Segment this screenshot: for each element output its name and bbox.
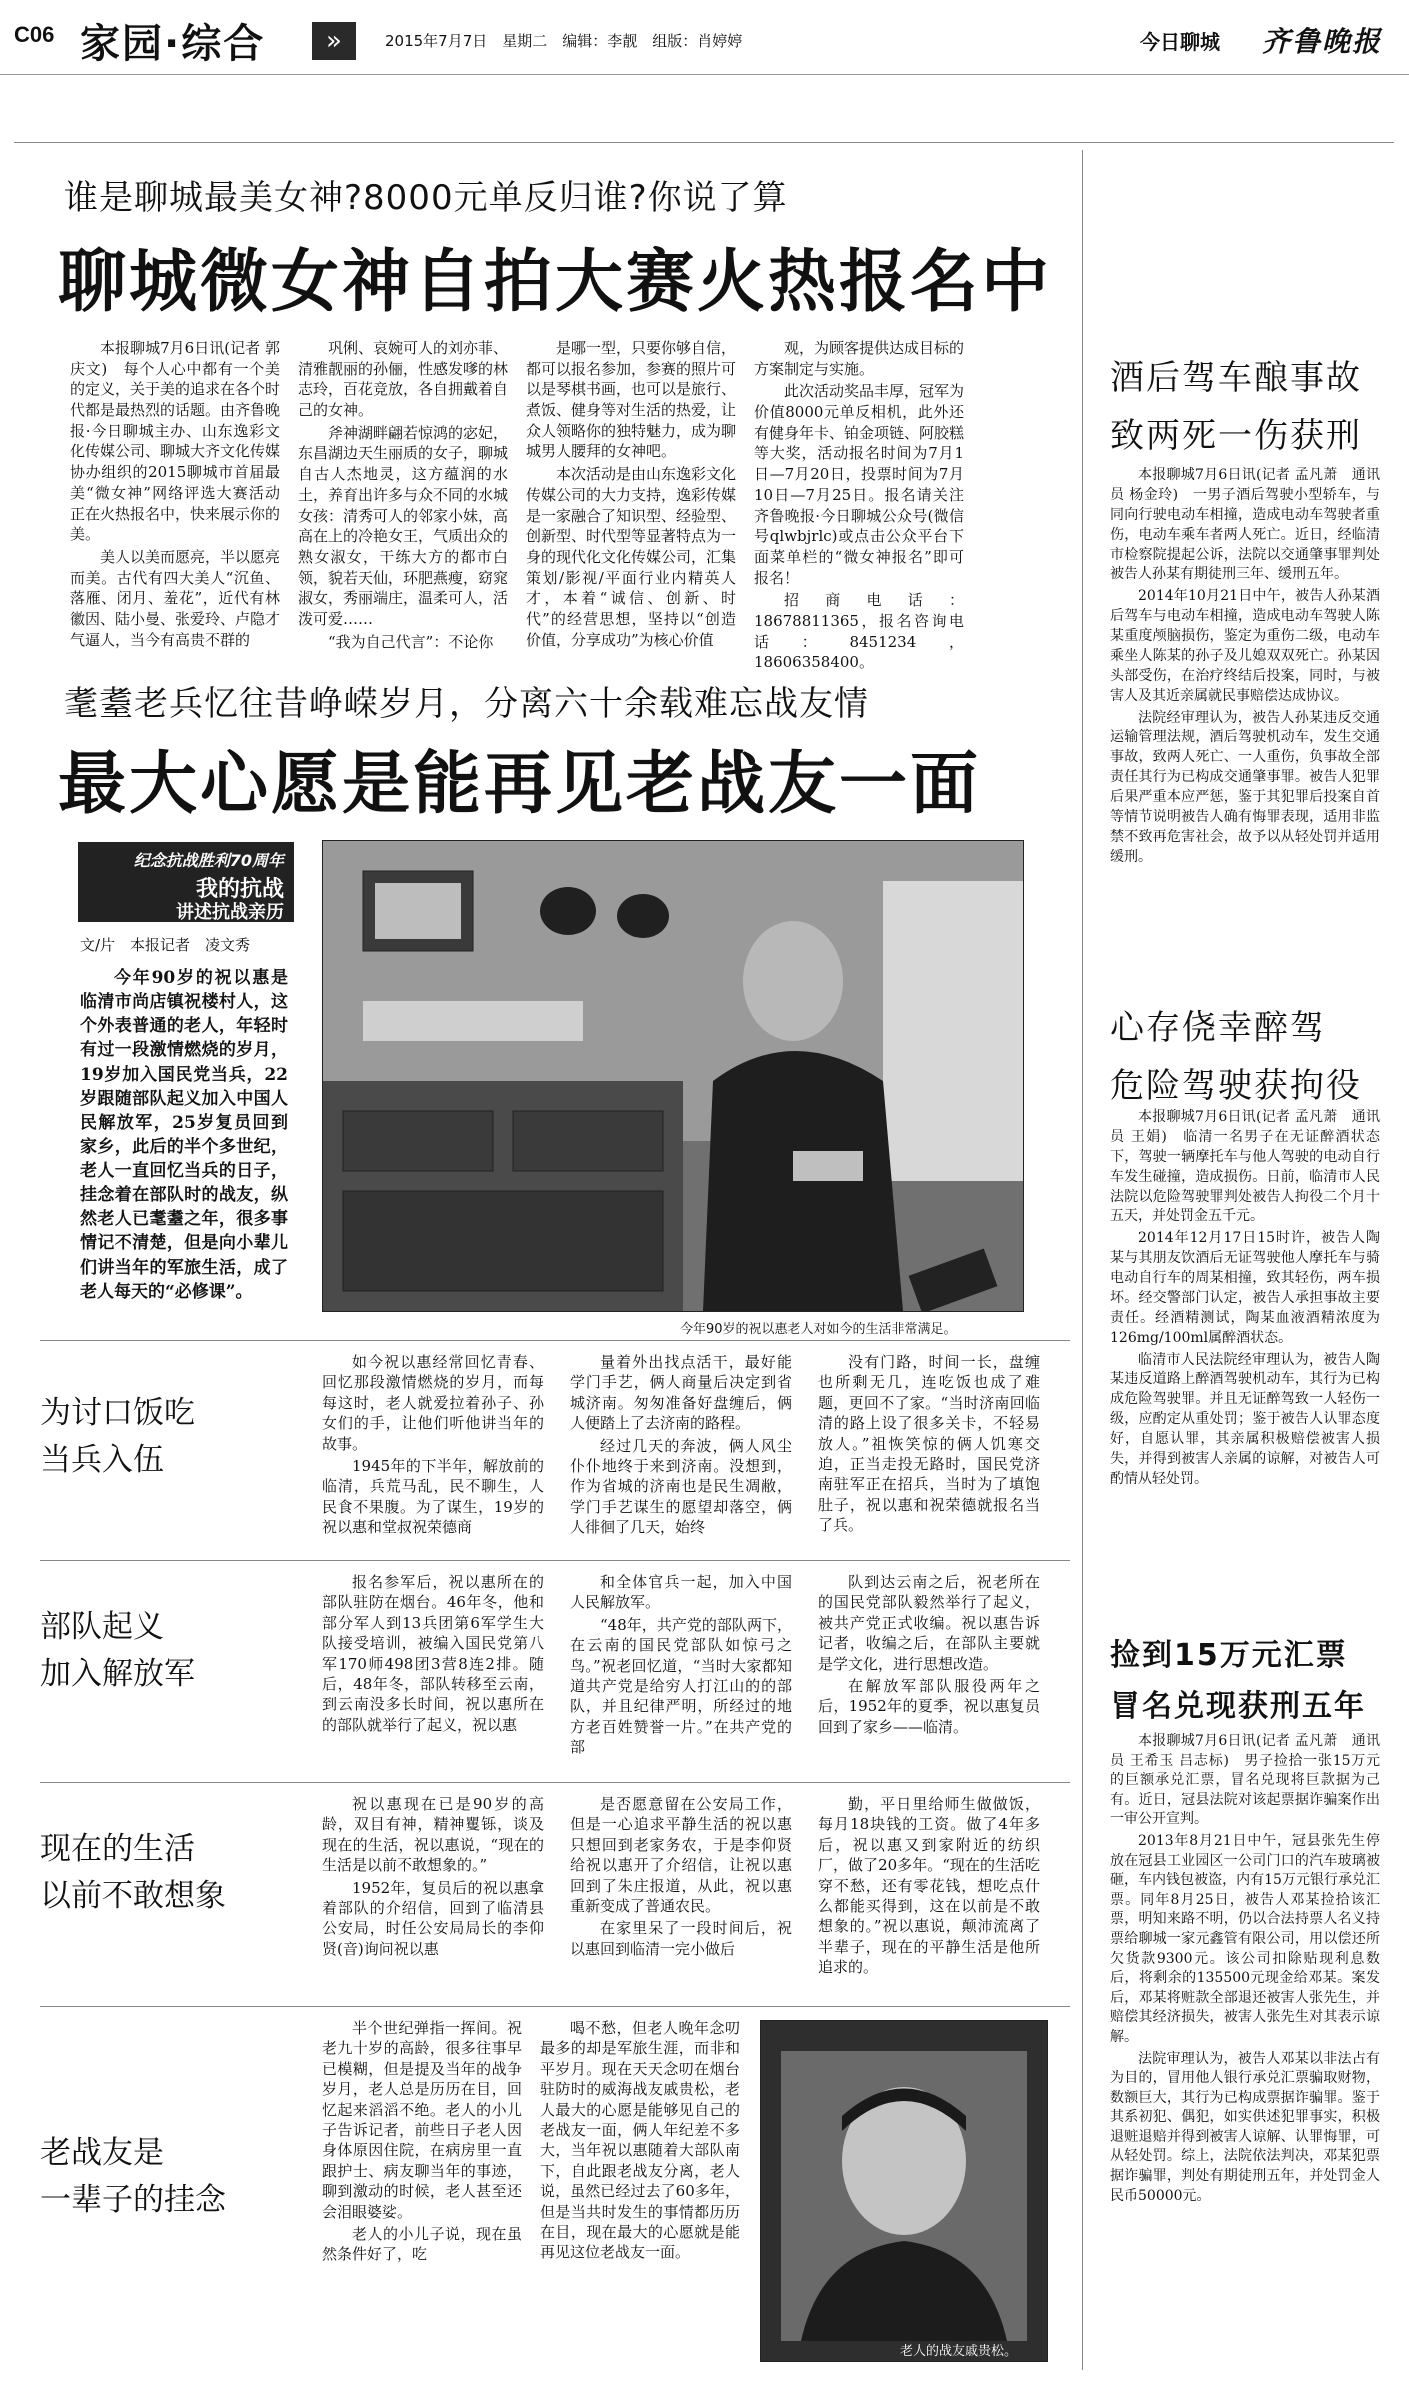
subhead-3 (40, 1826, 280, 1919)
byline: 文/片 本报记者 凌文秀 (80, 936, 251, 954)
paragraph: 队到达云南之后，祝老所在的国民党部队毅然举行了起义，被共产党正式收编。祝以惠告诉记者，收编之后，在部队主要就是学文化，进行思想改造。 (818, 1573, 1040, 1673)
s2-column-3 (818, 1572, 1040, 1739)
paragraph: 和全体官兵一起，加入中国人民解放军。 (570, 1573, 792, 1612)
subhead-line: 以前不敢想象 (40, 1877, 226, 1914)
paragraph: 此次活动奖品丰厚，冠军为价值8000元单反相机，此外还有健身年卡、铂金项链、阿胶糕等大奖，活动报名时间为7月1日—7月20日，投票时间为7月10日—7月25日。报名请关注齐鲁晚报·今日聊城公众号(微信号qlwbjrlc)或点击公众平台下面菜单栏的“微女神报名”即可报名！ (754, 382, 965, 587)
subhead-1 (40, 1390, 280, 1483)
paragraph: 斧神湖畔翩若惊鸿的宓妃，东昌湖边天生丽质的女子，聊城自古人杰地灵，这方蕴润的水土，养育出许多与众不同的水城女孩：清秀可人的邻家小妹，高高在上的冷艳女王，气质出众的熟女淑女，干练大方的都市白领，貌若天仙，环肥燕瘦，窈窕淑女，秀丽端庄，温柔可人，活泼可爱…… (298, 423, 509, 628)
subhead-line: 加入解放军 (40, 1655, 195, 1692)
headline-line: 致两死一伤获刑 (1110, 415, 1362, 456)
paragraph: 老人的小儿子说，现在虽然条件好了，吃 (322, 2224, 522, 2264)
article1-column-3 (526, 338, 736, 652)
s3-column-2 (570, 1794, 792, 1961)
s1-column-3 (818, 1352, 1040, 1538)
s2-column-2 (570, 1572, 792, 1760)
edition-label: 今日聊城 (1140, 30, 1220, 54)
paragraph: 在家里呆了一段时间后，祝以惠回到临清一完小做后 (570, 1919, 792, 1958)
article1-headline: 聊城微女神自拍大赛火热报名中 (58, 243, 1053, 322)
article1-column-1 (70, 338, 280, 652)
paragraph: 半个世纪弹指一挥间。祝老九十岁的高龄，很多往事早已模糊，但是提及当年的战争岁月，老人总是历历在目，回忆起来滔滔不绝。老人的小儿子告诉记者，前些日子老人因身体原因住院，在病房里一直跟护士、病友聊当年的事迹，聊到激动的时候，老人甚至还会泪眼婆娑。 (322, 2019, 522, 2221)
side3-headline (1110, 1630, 1380, 1732)
subhead-line: 现在的生活 (40, 1831, 195, 1867)
paragraph: 经过几天的奔波，俩人风尘仆仆地终于来到济南。没想到，作为省城的济南也是民生凋敝，学门手艺谋生的愿望却落空，俩人徘徊了几天，始终 (570, 1436, 792, 1537)
subhead-line: 老战友是 (40, 2135, 164, 2171)
paragraph: 量着外出找点活干，最好能学门手艺，俩人商量后决定到省城济南。匆匆准备好盘缠后，俩人便踏上了去济南的路程。 (570, 1353, 792, 1433)
s3-column-3 (818, 1794, 1040, 1980)
paragraph: 本报聊城7月6日讯(记者 孟凡萧 通讯员 杨金玲) 一男子酒后驾驶小型轿车，与同向行驶电动车相撞，造成电动车驾驶者重伤，电动车乘车者两人死亡。近日，经临清市检察院提起公诉，法院以交通肇事罪判处被告人孙某有期徒刑三年、缓刑五年。 (1110, 467, 1380, 583)
s1-column-2 (570, 1352, 792, 1540)
paragraph: 本报聊城7月6日讯(记者 郭庆文) 每个人心中都有一个美的定义，关于美的追求在各个时代都是最热烈的话题。由齐鲁晚报·今日聊城主办、山东逸彩文化传媒公司、聊城大齐文化传媒协办组织的2015聊城市首届最美“微女神”网络评选大赛活动正在火热报名中，快来展示你的美。 (70, 339, 281, 544)
paragraph: 法院审理认为，被告人邓某以非法占有为目的，冒用他人银行承兑汇票骗取财物，数额巨大，其行为已构成票据诈骗罪。鉴于其系初犯、偶犯，如实供述犯罪事实，积极退赃退赔并得到被害人谅解、认罪悔罪，可从轻处罚。综上，法院依法判决，邓某犯票据诈骗罪，判处有期徒刑五年，并处罚金人民币50000元。 (1110, 2050, 1380, 2204)
headline-line: 酒后驾车酿事故 (1110, 358, 1362, 398)
subhead-4 (40, 2130, 280, 2223)
paragraph: “我为自己代言”：不论你 (328, 632, 494, 651)
article1-column-4 (754, 338, 964, 675)
page-number: C06 (14, 22, 55, 47)
paragraph: 如今祝以惠经常回忆青春、回忆那段激情燃烧的岁月，而每每这时，老人就爱拉着孙子、孙女们的手，让他们听他讲当年的故事。 (322, 1353, 544, 1453)
subhead-line: 部队起义 (40, 1609, 164, 1645)
headline-line: 冒名兑现获刑五年 (1110, 1689, 1366, 1724)
s4-column-1 (322, 2018, 522, 2267)
comrade-photo-illustration (761, 2021, 1047, 2361)
article2-kicker: 耄耋老兵忆往昔峥嵘岁月，分离六十余载难忘战友情 (64, 684, 869, 724)
badge-line-1: 纪念抗战胜利70周年 (133, 851, 284, 870)
side2-body (1110, 1108, 1380, 1492)
subhead-line: 一辈子的挂念 (40, 2181, 226, 2218)
s4-column-2 (540, 2018, 740, 2265)
paragraph: 2014年12月17日15时许，被告人陶某与其朋友饮酒后无证驾驶他人摩托车与骑电动自行车的周某相撞，致其轻伤，两车损坏。经交警部门认定，被告人承担事故主要责任。经酒精测试，陶某血液酒精浓度为126mg/100ml属醉酒状态。 (1110, 1230, 1380, 1346)
paragraph: 报名参军后，祝以惠所在的部队驻防在烟台。46年冬，他和部分军人到13兵团第6军学生大队接受培训，被编入国民党第八军170师498团3营8连2排。随后，48年冬，部队转移至云南，到云南没多长时间，祝以惠所在的部队就举行了起义，祝以惠 (322, 1573, 544, 1734)
paragraph: 招商电话：18678811365，报名咨询电话：8451234，18606358400。 (754, 591, 964, 672)
side1-body (1110, 466, 1380, 870)
section-divider (40, 1560, 1070, 1561)
paragraph: 勤，平日里给师生做做饭，每月18块钱的工资。做了4年多后，祝以惠又到家附近的纺织厂，做了20多年。“现在的生活吃穿不愁，还有零花钱，想吃点什么都能买得到，这在以前是不敢想象的。”祝以惠说，颠沛流离了半辈子，现在的平静生活是他所追求的。 (818, 1795, 1040, 1977)
paragraph: 美人以美而愿亮，半以愿亮而美。古代有四大美人“沉鱼、落雁、闭月、羞花”，近代有林徽因、陆小曼、张爱玲、卢隐才气逼人，当今有高贵不群的 (70, 547, 281, 649)
photo-caption: 今年90岁的祝以惠老人对如今的生活非常满足。 (680, 1322, 957, 1337)
subhead-2 (40, 1604, 280, 1697)
s2-column-1 (322, 1572, 544, 1737)
paragraph: 在解放军部队服役两年之后，1952年的夏季，祝以惠复员回到了家乡——临清。 (818, 1676, 1040, 1736)
paragraph: 2013年8月21日中午，冠县张先生停放在冠县工业园区一公司门口的汽车玻璃被砸，车内钱包被盗，内有15万元银行承兑汇票。同年8月25日，被告人邓某捡拾该汇票，明知来路不明，仍以合法持票人名义持票给聊城一家元鑫管有限公司，用以偿还所欠货款9300元。该公司扣除贴现利息数后，将剩余的135500元现金给邓某。案发后，邓某将赃款全部退还被害人张先生，并赔偿其经济损失，被害人张先生对其表示谅解。 (1110, 1832, 1380, 2045)
paragraph: 本报聊城7月6日讯(记者 孟凡萧 通讯员 王娟) 临清一名男子在无证醉酒状态下，驾驶一辆摩托车与他人驾驶的电动自行车发生碰撞，造成损伤。日前，临清市人民法院以危险驾驶罪判处被告人拘役二个月十五天，并处罚金五千元。 (1110, 1109, 1380, 1225)
paragraph: 没有门路，时间一长，盘缠也所剩无几，连吃饭也成了难题，更回不了家。“当时济南回临清的路上设了很多关卡，不轻易放人。”祖恢笑惊的俩人饥寒交迫，正当走投无路时，国民党济南驻军正在招兵，当时为了填饱肚子，祝以惠和祝荣德就报名当了兵。 (818, 1353, 1040, 1535)
comrade-photo (760, 2020, 1048, 2362)
section-divider (40, 1782, 1070, 1783)
paragraph: 喝不愁，但老人晚年念叨最多的却是军旅生涯，而非和平岁月。现在天天念叨在烟台驻防时的威海战友戚贵松，老人最大的心愿是能够见自己的老战友一面，俩人年纪差不多大，当年祝以惠随着大部队南下，自此跟老战友分离，老人说，虽然已经过去了60多年，但是当共时发生的事情都历历在目，现在最大的心愿就是能再见这位老战友一面。 (540, 2019, 740, 2262)
section-divider (40, 2006, 1070, 2007)
article2-intro: 今年90岁的祝以惠是临清市尚店镇祝楼村人，这个外表普通的老人，年轻时有过一段激情燃烧的岁月，19岁加入国民党当兵，22岁跟随部队起义加入中国人民解放军，25岁复员回到家乡，此后的半个多世纪，老人一直回忆当兵的日子，挂念着在部队时的战友，纵然老人已耄耋之年，很多事情记不清楚，但是向小辈儿们讲当年的军旅生活，成了老人每天的“必修课”。 (80, 968, 288, 1302)
paragraph: 临清市人民法院经审理认为，被告人陶某违反道路上醉酒驾驶机动车，其行为已构成危险驾驶罪。并且无证醉驾致一人轻伤一级，应酌定从重处罚；鉴于被告人认罪态度好，自愿认罪，其亲属积极赔偿被害人损失，并得到被害人亲属的谅解，对被告人可酌情从轻处罚。 (1110, 1351, 1380, 1487)
paragraph: 祝以惠现在已是90岁的高龄，双目有神，精神矍铄，谈及现在的生活，祝以惠说，“现在的生活是以前不敢想象的。” (322, 1795, 544, 1875)
subhead-line: 当兵入伍 (40, 1441, 164, 1478)
s1-column-1 (322, 1352, 544, 1540)
paragraph: 本报聊城7月6日讯(记者 孟凡萧 通讯员 王希玉 吕志标) 男子捡拾一张15万元的巨额承兑汇票，冒名兑现将巨款据为己有。近日，冠县法院对该起票据诈骗案作出一审公开宣判。 (1110, 1733, 1380, 1828)
paragraph: 1945年的下半年，解放前的临清，兵荒马乱，民不聊生，人民食不果腹。为了谋生，19岁的祝以惠和堂叔祝荣德商 (322, 1456, 544, 1537)
paragraph: “48年，共产党的部队两下，在云南的国民党部队如惊弓之鸟。”祝老回忆道，“当时大家都知道共产党是给穷人打江山的的部队，并且纪律严明，所经过的地方老百姓赞誉一片。”在共产党的部 (570, 1615, 792, 1757)
side3-body (1110, 1732, 1380, 2208)
paragraph: 法院经审理认为，被告人孙某违反交通运输管理法规，酒后驾驶机动车，发生交通事故，致两人死亡、一人重伤，负事故全部责任其行为已构成交通肇事罪。被告人犯罪后果严重本应严惩，鉴于其犯罪后投案自首等情节说明被告人确有悔罪表现，适用非监禁不致再危害社会，故予以从轻处罚并适用缓刑。 (1110, 709, 1380, 865)
section-title: 家园·综合 (80, 21, 266, 67)
headline-line: 心存侥幸醉驾 (1110, 1008, 1326, 1048)
side2-headline (1110, 1000, 1380, 1116)
paragraph: 1952年，复员后的祝以惠拿着部队的介绍信，回到了临清县公安局，时任公安局局长的李仰贤(音)询问祝以惠 (322, 1878, 544, 1958)
header-divider (14, 142, 1394, 143)
veteran-photo-illustration (323, 841, 1023, 1311)
headline-line: 危险驾驶获拘役 (1110, 1065, 1362, 1106)
paragraph: 是哪一型，只要你够自信，都可以报名参加，参赛的照片可以是琴棋书画，也可以是旅行、煮饭、健身等对生活的热爱，让众人领略你的独特魅力，成为聊城男人腰拜的女神吧。 (526, 339, 737, 461)
issue-meta: 2015年7月7日 星期二 编辑：李靓 组版：肖婷婷 (385, 32, 743, 50)
veteran-photo (322, 840, 1024, 1312)
anniversary-badge (78, 842, 294, 922)
paragraph: 2014年10月21日中午，被告人孙某酒后驾车与电动车相撞，造成电动车驾驶人陈某重度颅脑损伤，鉴定为重伤二级，电动车乘坐人陈某的孙子及儿媳双双死亡。孙某因头部受伤，在治疗终结后投案，同时，与被害人及其近亲属就民事赔偿达成协议。 (1110, 588, 1380, 704)
paragraph: 巩俐、哀婉可人的刘亦菲、清雅靓丽的孙俪，性感发嗲的林志玲，百花竞放，各自拥戴着自己的女神。 (298, 339, 509, 420)
headline-line: 捡到15万元汇票 (1110, 1638, 1348, 1673)
paragraph: 本次活动是由山东逸彩文化传媒公司的大力支持，逸彩传媒是一家融合了知识型、经验型、创新型、时代型等显著特点为一身的现代化文化传媒公司，汇集策划/影视/平面行业内精英人才，本着“诚信、创新、时代”的经营思想，坚持以“创造价值，分享成功”为核心价值 (526, 465, 737, 649)
side1-headline (1110, 350, 1380, 466)
badge-line-2: 我的抗战 (195, 877, 284, 902)
paragraph: 是否愿意留在公安局工作，但是一心追求平静生活的祝以惠只想回到老家务农，于是李仰贤给祝以惠开了介绍信，让祝以惠回到了朱庄报道，从此，祝以惠重新变成了普通农民。 (570, 1795, 792, 1915)
article1-column-2 (298, 338, 508, 654)
article1-kicker: 谁是聊城最美女神?8000元单反归谁?你说了算 (64, 178, 788, 218)
subhead-line: 为讨口饭吃 (40, 1395, 195, 1431)
column-divider (1082, 150, 1083, 2370)
article2-headline: 最大心愿是能再见老战友一面 (58, 745, 982, 824)
double-arrow-icon: » (312, 22, 356, 60)
paragraph: 观，为顾客提供达成目标的方案制定与实施。 (754, 339, 965, 378)
badge-line-3: 讲述抗战亲历 (176, 902, 284, 923)
s3-column-1 (322, 1794, 544, 1961)
section-divider (40, 1340, 1070, 1341)
photo2-caption: 老人的战友戚贵松。 (900, 2344, 1018, 2359)
newspaper-logo: 齐鲁晚报 (1262, 25, 1383, 58)
